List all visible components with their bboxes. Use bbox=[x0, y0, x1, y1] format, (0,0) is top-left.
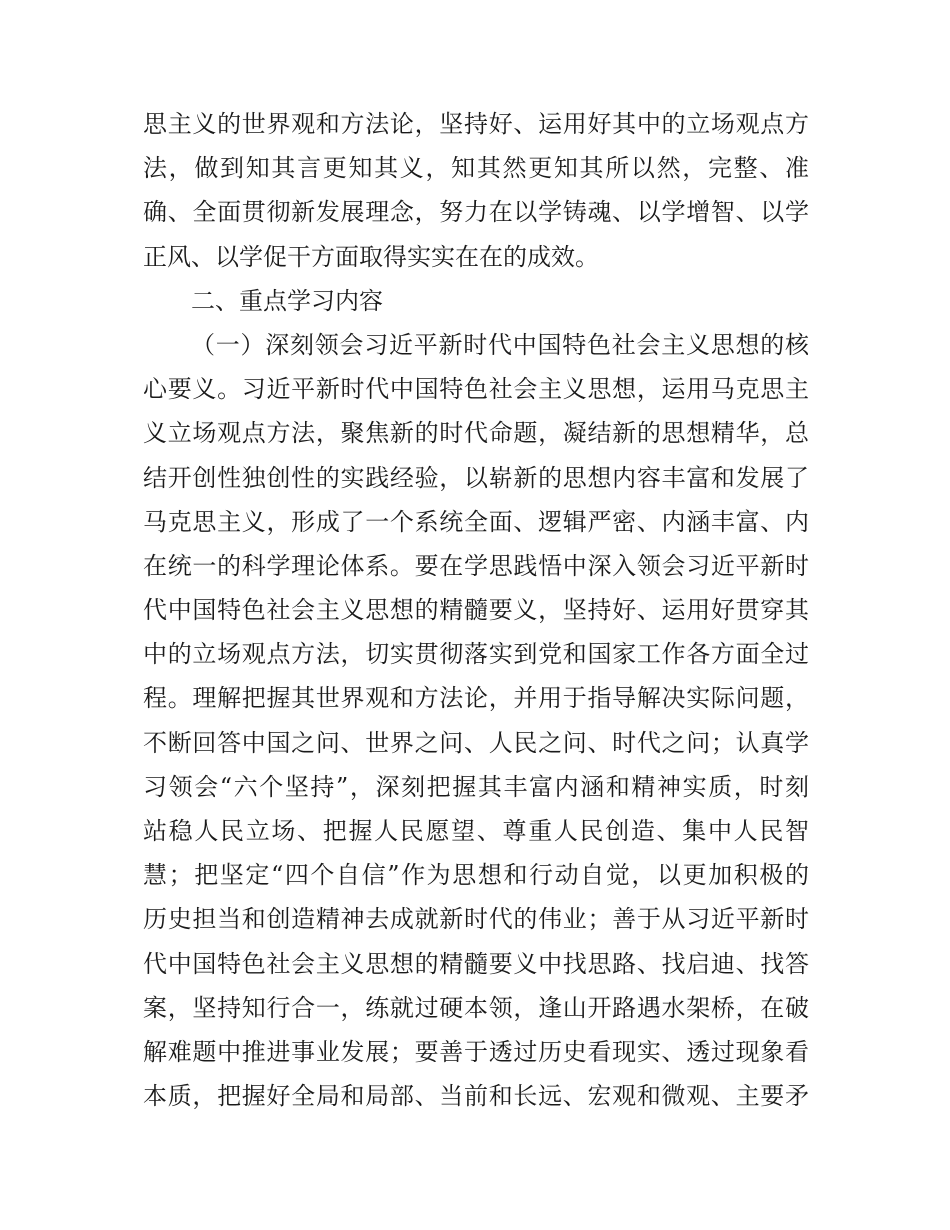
text-line: （一）深刻领会习近平新时代中国特色社会主义思想的核 bbox=[191, 330, 809, 359]
text-line: 解难题中推进事业发展；要善于透过历史看现实、透过现象看 bbox=[143, 1037, 809, 1066]
text-line: 案，坚持知行合一，练就过硬本领，逢山开路遇水架桥，在破 bbox=[143, 993, 809, 1022]
paragraph bbox=[143, 323, 809, 1118]
text-line: 本质，把握好全局和局部、当前和长远、宏观和微观、主要矛 bbox=[143, 1082, 809, 1111]
text-line: 中的立场观点方法，切实贯彻落实到党和国家工作各方面全过 bbox=[143, 640, 809, 669]
text-line: 二、重点学习内容 bbox=[191, 286, 383, 315]
text-line: 马克思主义，形成了一个系统全面、逻辑严密、内涵丰富、内 bbox=[143, 507, 809, 536]
text-line: 义立场观点方法，聚焦新的时代命题，凝结新的思想精华，总 bbox=[143, 419, 809, 448]
text-line: 历史担当和创造精神去成就新时代的伟业；善于从习近平新时 bbox=[143, 905, 809, 934]
text-line: 在统一的科学理论体系。要在学思践悟中深入领会习近平新时 bbox=[143, 551, 809, 580]
document-body bbox=[143, 102, 809, 1118]
text-line: 程。理解把握其世界观和方法论，并用于指导解决实际问题， bbox=[143, 684, 809, 713]
text-line: 心要义。习近平新时代中国特色社会主义思想，运用马克思主 bbox=[143, 375, 809, 404]
paragraph bbox=[143, 102, 809, 279]
text-line: 法，做到知其言更知其义，知其然更知其所以然，完整、准 bbox=[143, 154, 809, 183]
text-line: 正风、以学促干方面取得实实在在的成效。 bbox=[143, 242, 599, 271]
text-line: 代中国特色社会主义思想的精髓要义中找思路、找启迪、找答 bbox=[143, 949, 809, 978]
text-line: 习领会“六个坚持”，深刻把握其丰富内涵和精神实质，时刻 bbox=[143, 772, 809, 801]
text-line: 代中国特色社会主义思想的精髓要义，坚持好、运用好贯穿其 bbox=[143, 596, 809, 625]
text-line: 慧；把坚定“四个自信”作为思想和行动自觉，以更加积极的 bbox=[143, 861, 809, 890]
text-line: 站稳人民立场、把握人民愿望、尊重人民创造、集中人民智 bbox=[143, 817, 809, 845]
text-line: 思主义的世界观和方法论，坚持好、运用好其中的立场观点方 bbox=[143, 110, 809, 138]
section-heading bbox=[143, 279, 809, 323]
text-line: 结开创性独创性的实践经验，以崭新的思想内容丰富和发展了 bbox=[143, 463, 809, 492]
text-line: 不断回答中国之问、世界之问、人民之问、时代之问；认真学 bbox=[143, 728, 809, 757]
text-line: 确、全面贯彻新发展理念，努力在以学铸魂、以学增智、以学 bbox=[143, 198, 809, 227]
